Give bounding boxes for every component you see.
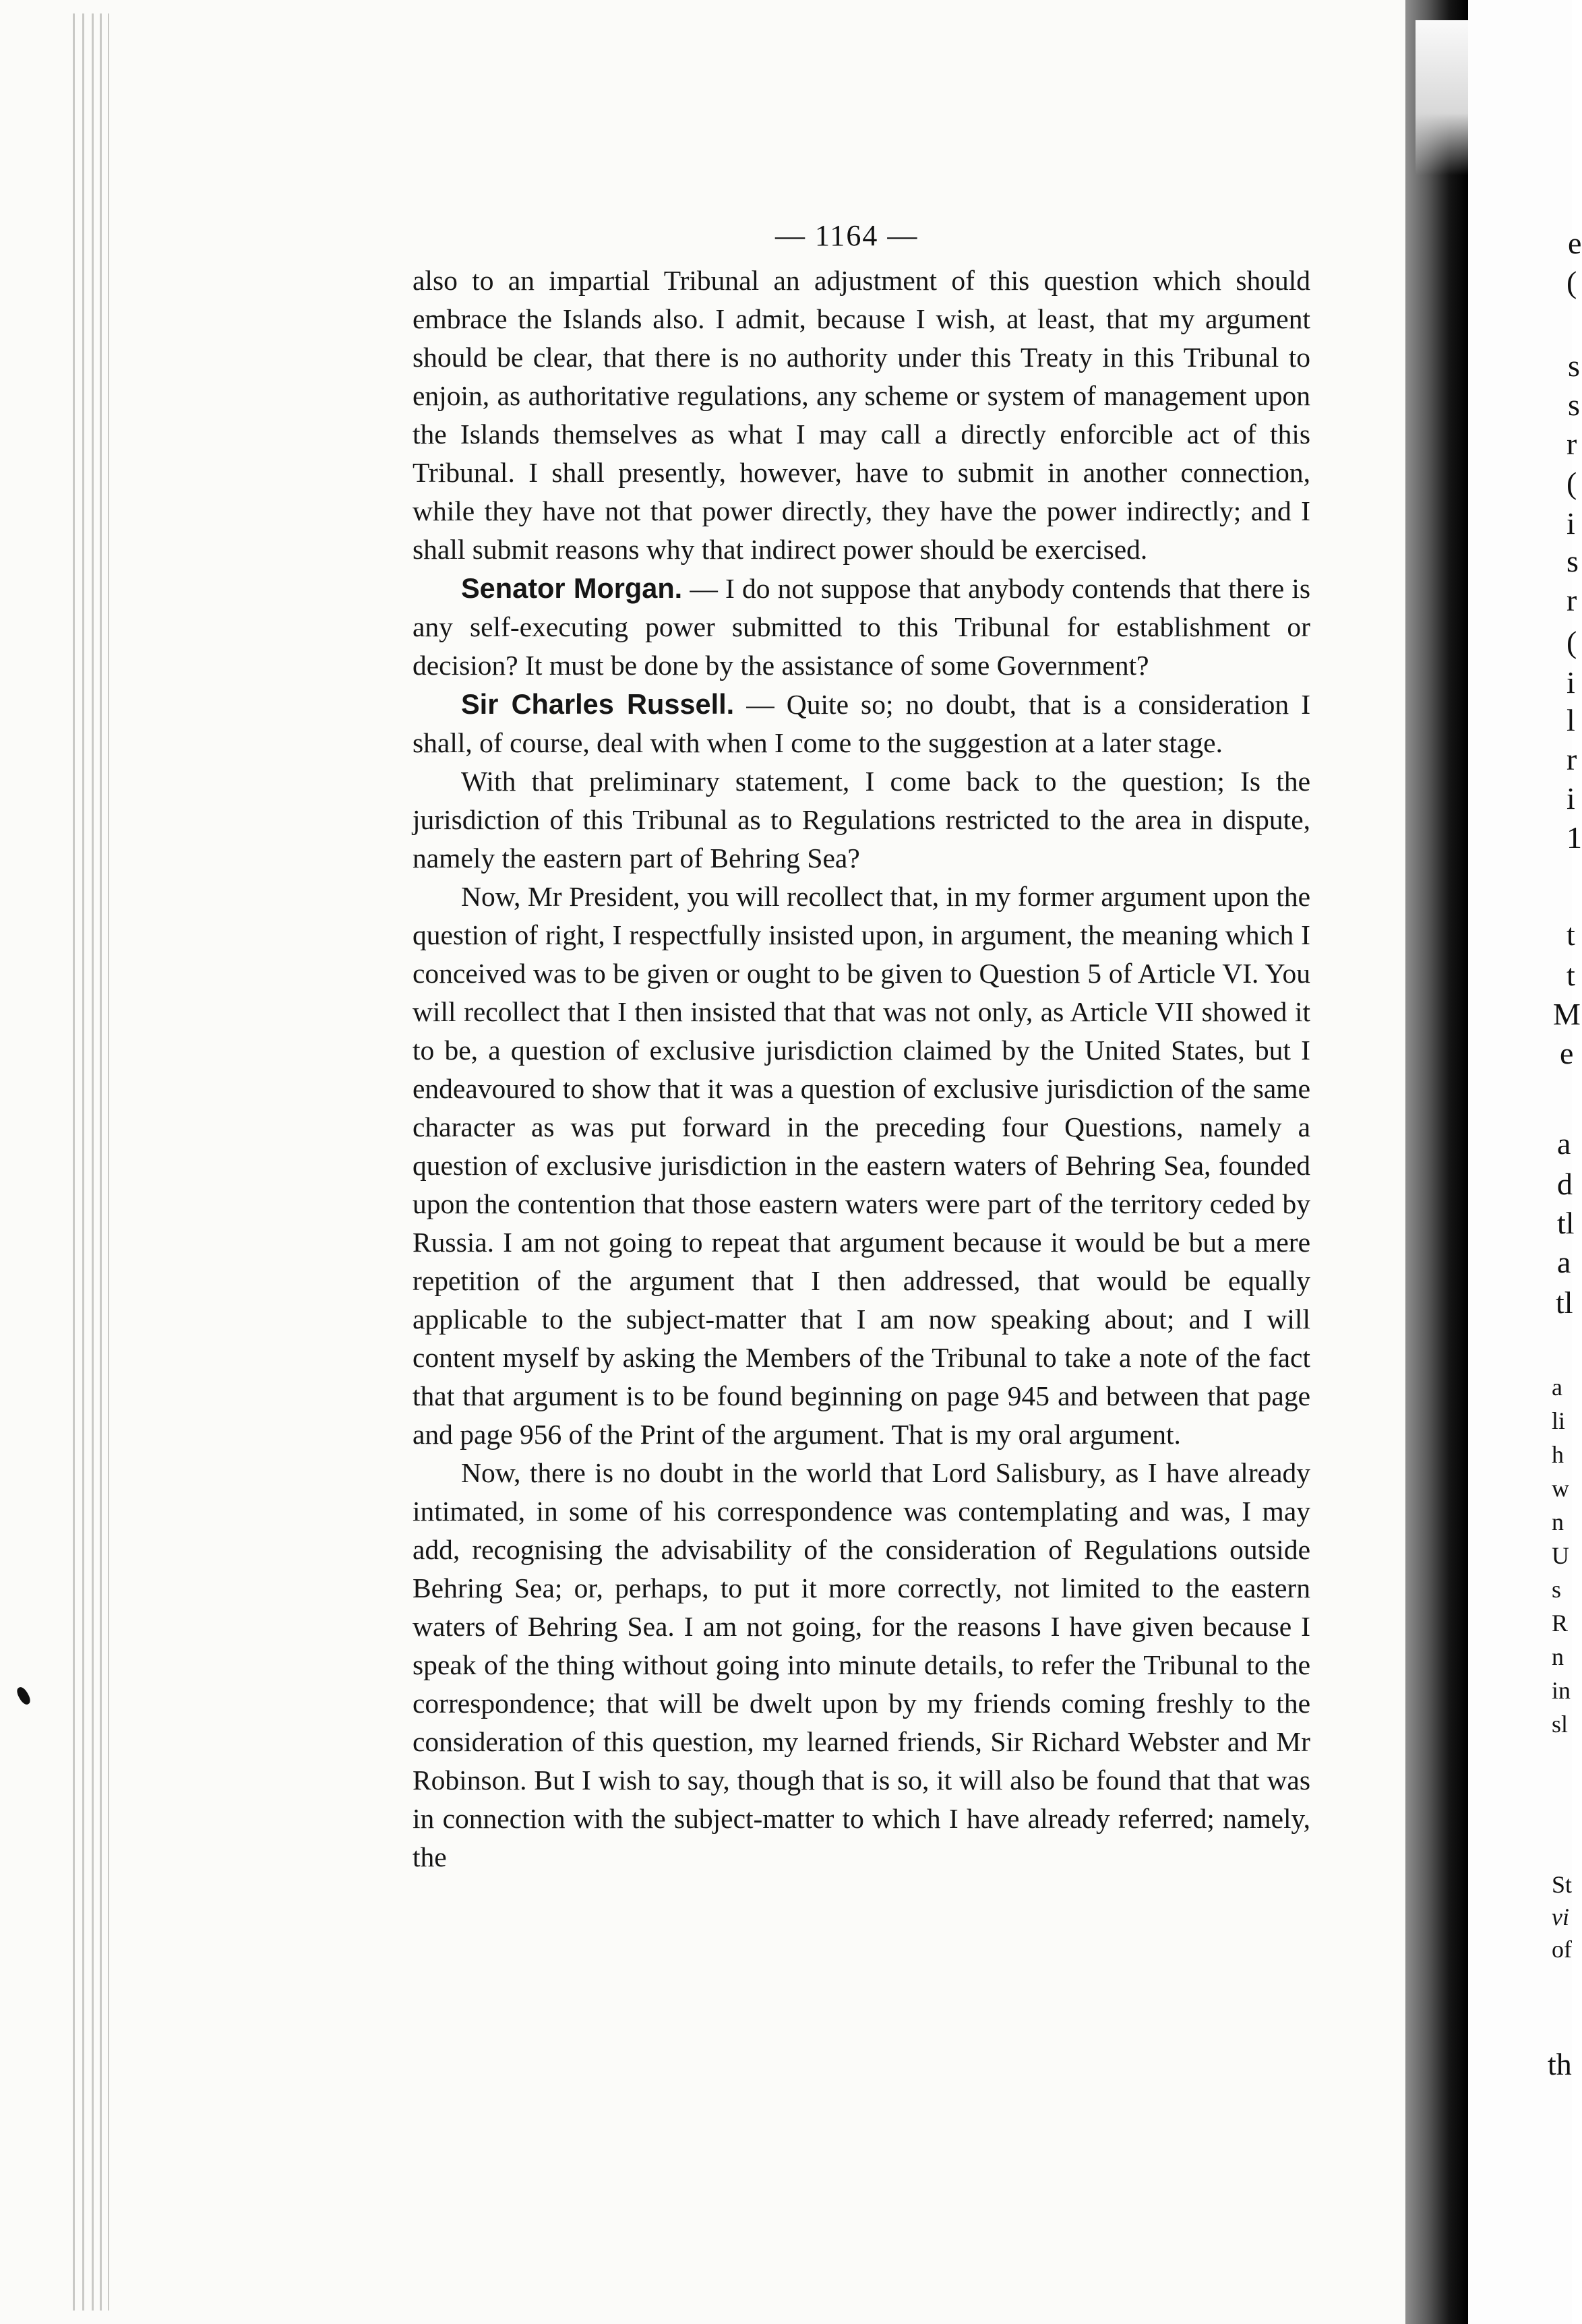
facing-fragment: e: [1560, 1036, 1574, 1070]
page-edge-line: [82, 13, 84, 2311]
facing-fragment: th: [1548, 2047, 1572, 2081]
facing-fragment: l: [1566, 703, 1575, 737]
facing-fragment: i: [1566, 506, 1575, 541]
facing-page-edge: [1468, 0, 1582, 2324]
page-edge-line: [100, 13, 102, 2311]
body-text: [413, 262, 1310, 1876]
facing-fragment: s: [1552, 1576, 1562, 1603]
facing-fragment: R: [1552, 1610, 1569, 1637]
gutter-highlight: [1416, 20, 1468, 175]
facing-fragment: e: [1568, 226, 1582, 260]
facing-fragment: li: [1552, 1407, 1566, 1434]
facing-fragment: w: [1552, 1475, 1569, 1502]
facing-fragment: r: [1566, 742, 1577, 776]
facing-fragment: tl: [1557, 1206, 1575, 1240]
paragraph-text: — I do not suppose that anybody contends that there is any self-executing power submitted to this Tribunal for establishment or decision? It must be done by the assistance of some Government?: [413, 573, 1310, 681]
facing-fragment: in: [1552, 1677, 1571, 1704]
speaker-name: Sir Charles Russell.: [461, 688, 735, 720]
facing-fragment: n: [1552, 1508, 1564, 1535]
facing-fragment: t: [1566, 958, 1575, 992]
page-edge-line: [92, 13, 94, 2311]
paragraph: Now, there is no doubt in the world that Lord Salisbury, as I have already intimated, in some of his correspondence was contemplating and was, I may add, recognising the advisability of the consideration of Regulations outside Behring Sea; or, perhaps, to put it more correctly, not limited to the eastern waters of Behring Sea. I am not going, for the reasons I have given because I speak of the thing without going into minute details, to refer the Tribunal to the correspondence; that will be dwelt upon by my friends coming freshly to the consideration of this question, my learned friends, Sir Richard Webster and Mr Robinson. But I wish to say, though that is so, it will also be found that that was in connection with the subject-matter to which I have already referred; namely, the: [413, 1457, 1310, 1872]
facing-fragment: i: [1566, 665, 1575, 700]
page-edge-line: [73, 13, 75, 2311]
facing-fragment: n: [1552, 1643, 1564, 1670]
facing-fragment: r: [1566, 583, 1577, 617]
ink-speck: [15, 1685, 32, 1706]
facing-fragment: vi: [1552, 1903, 1569, 1930]
facing-fragment: r: [1566, 427, 1577, 461]
paragraph: also to an impartial Tribunal an adjustment of this question which should embrace the Islands also. I admit, because I wish, at least, that my argument should be clear, that there is no authority under this Treaty in this Tribunal to enjoin, as authoritative regulations, any scheme or system of management upon the Islands themselves as what I may call a directly enforcible act of this Tribunal. I shall presently, however, have to submit in another connection, while they have not that power directly, they have the power indirectly; and I shall submit reasons why that indirect power should be exercised.: [413, 265, 1310, 565]
facing-fragment: (: [1566, 625, 1577, 659]
facing-fragment: (: [1566, 466, 1577, 500]
paragraph-text: — Quite so; no doubt, that is a consideration I shall, of course, deal with when I come to the suggestion at a later stage.: [413, 689, 1311, 758]
facing-fragment: s: [1566, 544, 1579, 578]
facing-fragment: a: [1552, 1374, 1562, 1401]
facing-fragment: d: [1557, 1167, 1573, 1201]
facing-fragment: a: [1557, 1126, 1571, 1161]
paragraph: With that preliminary statement, I come back to the question; Is the jurisdiction of this Tribunal as to Regulations restricted to the area in dispute, namely the eastern part of Behring Sea?: [413, 766, 1310, 874]
facing-fragment: a: [1557, 1245, 1571, 1279]
facing-fragment: St: [1552, 1871, 1573, 1898]
facing-fragment: 1: [1566, 820, 1582, 855]
facing-fragment: sl: [1552, 1711, 1569, 1738]
facing-fragment: M: [1553, 997, 1581, 1031]
facing-fragment: t: [1566, 917, 1575, 952]
facing-fragment: (: [1566, 265, 1577, 299]
page-edge-line: [108, 13, 109, 2311]
speaker-name: Senator Morgan.: [461, 572, 683, 604]
facing-fragment: i: [1566, 781, 1575, 816]
facing-fragment: of: [1552, 1936, 1572, 1963]
facing-fragment: tl: [1556, 1285, 1573, 1320]
page-number: — 1164 —: [775, 219, 919, 252]
facing-fragment: h: [1552, 1441, 1564, 1468]
paragraph: Now, Mr President, you will recollect that, in my former argument upon the question of right, I respectfully insisted upon, in argument, the meaning which I conceived was to be given or ought to be given to Question 5 of Article VI. You will recollect that I then insisted that that was not only, as Article VII showed it to be, a question of exclusive jurisdiction claimed by the United States, but I endeavoured to show that it was a question of exclusive jurisdiction of the same character as was put forward in the preceding four Questions, namely a question of exclusive jurisdiction in the eastern waters of Behring Sea, founded upon the contention that those eastern waters were part of the territory ceded by Russia. I am not going to repeat that argument because it would be but a mere repetition of the argument that I then addressed, that would be equally applicable to the subject-matter that I am now speaking about; and I will content myself by asking the Members of the Tribunal to take a note of the fact that that argument is to be found beginning on page 945 and between that page and page 956 of the Print of the argument. That is my oral argument.: [413, 881, 1310, 1450]
facing-fragment: U: [1552, 1542, 1569, 1569]
facing-fragment: s: [1568, 348, 1580, 383]
facing-fragment: s: [1568, 388, 1580, 422]
paragraph: [413, 569, 1310, 685]
book-gutter-shadow: [1405, 0, 1468, 2324]
paragraph: [413, 685, 1310, 762]
